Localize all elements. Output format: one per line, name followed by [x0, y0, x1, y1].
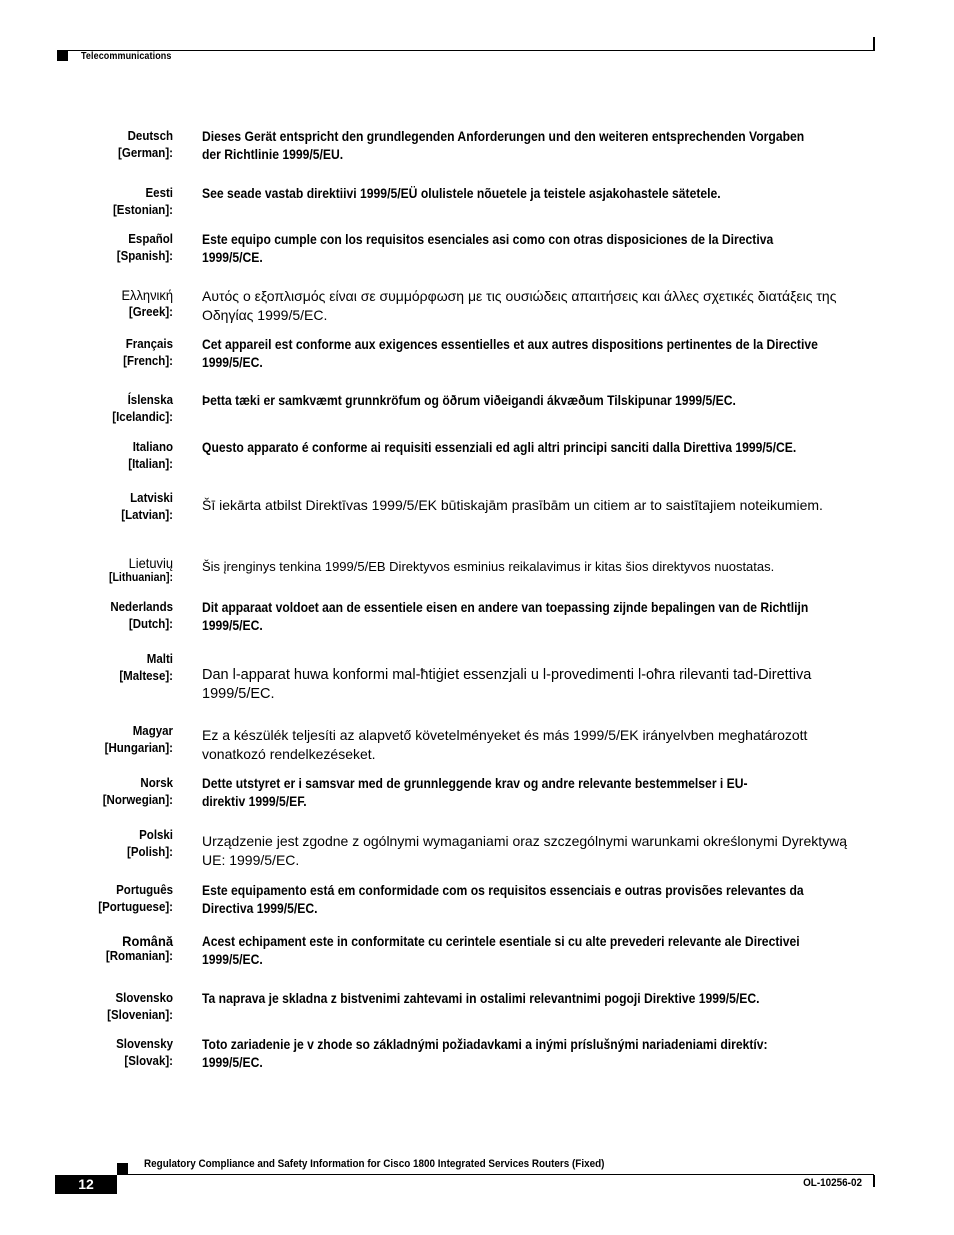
language-native: Español — [128, 232, 173, 246]
language-label — [35, 599, 173, 633]
language-native: Íslenska — [127, 393, 173, 407]
language-native: Italiano — [132, 440, 173, 454]
language-native: Lietuvių — [128, 555, 173, 571]
language-english: [Lithuanian]: — [108, 572, 173, 584]
language-english: [Greek]: — [128, 305, 173, 319]
compliance-statement: Este equipamento está em conformidade com os requisitos essenciais e outras provisões relevantes da Directiva 1999/5/EC. — [202, 883, 804, 916]
language-native: Nederlands — [110, 600, 173, 614]
language-english: [Italian]: — [128, 457, 173, 471]
compliance-statement: Šī iekārta atbilst Direktīvas 1999/5/EK būtiskajām prasībām un citiem ar to saistītajiem noteikumiem. — [202, 497, 823, 513]
language-label — [35, 651, 173, 685]
language-native: Slovensky — [116, 1037, 173, 1051]
compliance-statement: Questo apparato é conforme ai requisiti essenziali ed agli altri principi sanciti dalla Direttiva 1999/5/CE. — [202, 440, 797, 455]
language-label — [35, 336, 173, 370]
language-label — [35, 990, 173, 1024]
language-label — [35, 185, 173, 219]
page-number: 12 — [78, 1176, 94, 1192]
language-label — [35, 555, 173, 585]
compliance-statement: See seade vastab direktiivi 1999/5/EÜ olulistele nõuetele ja teistele asjakohastele sätetele. — [202, 186, 721, 201]
language-native: Malti — [146, 652, 173, 666]
compliance-statement: Acest echipament este in conformitate cu cerintele esentiale si cu alte prevederi relevante ale Directivei 1999/5/EC. — [202, 934, 800, 967]
language-label — [35, 128, 173, 162]
language-english: [Latvian]: — [121, 508, 173, 522]
compliance-statement — [202, 666, 876, 704]
language-native: Français — [125, 337, 173, 351]
language-native: Slovensko — [115, 991, 173, 1005]
header-tick — [873, 37, 875, 51]
footer-title: Regulatory Compliance and Safety Information for Cisco 1800 Integrated Services Routers (Fixed) — [144, 1158, 605, 1170]
language-native: Deutsch — [127, 129, 173, 143]
compliance-statement: Αυτός ο εξοπλισμός είναι σε συμμόρφωση με τις ουσιώδεις απαιτήσεις και άλλες σχετικές διατάξεις της Οδηγίας 1999/5/EC. — [202, 288, 837, 323]
language-native: Eesti — [145, 186, 173, 200]
language-english: [Slovak]: — [124, 1054, 173, 1068]
footer-rule — [117, 1174, 874, 1175]
language-english: [Slovenian]: — [107, 1008, 173, 1022]
language-native: Latviski — [130, 491, 173, 505]
language-native: Ελληνική — [121, 287, 173, 303]
language-label — [35, 287, 173, 321]
language-english: [French]: — [123, 354, 173, 368]
language-label — [35, 1036, 173, 1070]
language-native: Magyar — [132, 724, 173, 738]
compliance-statement: Ez a készülék teljesíti az alapvető követelményeket és más 1999/5/EK irányelvben meghatározott vonatkozó rendelkezéseket. — [202, 727, 808, 762]
language-label — [35, 933, 173, 963]
language-english: [Icelandic]: — [112, 410, 173, 424]
language-english: [Dutch]: — [128, 617, 173, 631]
language-label — [35, 439, 173, 473]
language-native: Norsk — [140, 776, 173, 790]
compliance-statement: Este equipo cumple con los requisitos esenciales asi como con otras disposiciones de la Directiva 1999/5/CE. — [202, 232, 774, 265]
language-english: [Portuguese]: — [98, 900, 173, 914]
language-label — [35, 882, 173, 916]
language-english: [Romanian]: — [105, 949, 173, 963]
language-native: Română — [122, 933, 173, 949]
language-english: [German]: — [118, 146, 173, 160]
language-native: Polski — [139, 828, 173, 842]
section-title: Telecommunications — [81, 51, 172, 62]
language-english: [Hungarian]: — [104, 741, 173, 755]
statement-line-2: 1999/5/EC. — [202, 686, 275, 702]
language-label — [35, 723, 173, 757]
header-marker — [57, 50, 68, 61]
language-label — [35, 490, 173, 524]
language-english: [Norwegian]: — [102, 793, 173, 807]
language-label — [35, 392, 173, 426]
compliance-statement: Þetta tæki er samkvæmt grunnkröfum og öðrum viðeigandi ákvæðum Tilskipunar 1999/5/EC. — [202, 393, 736, 408]
header-rule — [57, 50, 874, 51]
compliance-statement: Šis įrenginys tenkina 1999/5/EB Direktyvos esminius reikalavimus ir kitas šios direktyvos nuostatas. — [202, 559, 775, 574]
compliance-statement: Toto zariadenie je v zhode so základnými požiadavkami a inými príslušnými nariadeniami direktív: 1999/5/EC. — [202, 1037, 768, 1070]
compliance-statement: Urządzenie jest zgodne z ogólnymi wymaganiami oraz szczególnymi warunkami określonymi Dyrektywą UE: 1999/5/EC. — [202, 833, 848, 868]
language-english: [Polish]: — [127, 845, 173, 859]
language-english: [Spanish]: — [116, 249, 173, 263]
footer-marker — [117, 1163, 128, 1174]
compliance-statement: Dette utstyret er i samsvar med de grunnleggende krav og andre relevante bestemmelser i EU-direktiv 1999/5/EF. — [202, 776, 748, 809]
compliance-statement: Ta naprava je skladna z bistvenimi zahtevami in ostalimi relevantnimi pogoji Direktive 1999/5/EC. — [202, 991, 760, 1006]
language-english: [Maltese]: — [119, 669, 173, 683]
language-english: [Estonian]: — [112, 203, 173, 217]
language-label — [35, 827, 173, 861]
statement-line-1: Dan l-apparat huwa konformi mal-ħtiġiet essenzjali u l-provedimenti l-oħra rilevanti tad-Direttiva — [202, 667, 812, 683]
document-number: OL-10256-02 — [803, 1177, 862, 1189]
language-label — [35, 775, 173, 809]
compliance-statement: Dit apparaat voldoet aan de essentiele eisen en andere van toepassing zijnde bepalingen van de Richtlijn 1999/5/EC. — [202, 600, 809, 633]
language-native: Português — [116, 883, 173, 897]
compliance-statement: Cet appareil est conforme aux exigences essentielles et aux autres dispositions pertinentes de la Directive 1999/5/EC. — [202, 337, 818, 370]
compliance-statement: Dieses Gerät entspricht den grundlegenden Anforderungen und den weiteren entsprechenden Vorgaben der Richtlinie 1999/5/EU. — [202, 129, 805, 162]
footer-tick — [873, 1175, 875, 1187]
language-label — [35, 231, 173, 265]
